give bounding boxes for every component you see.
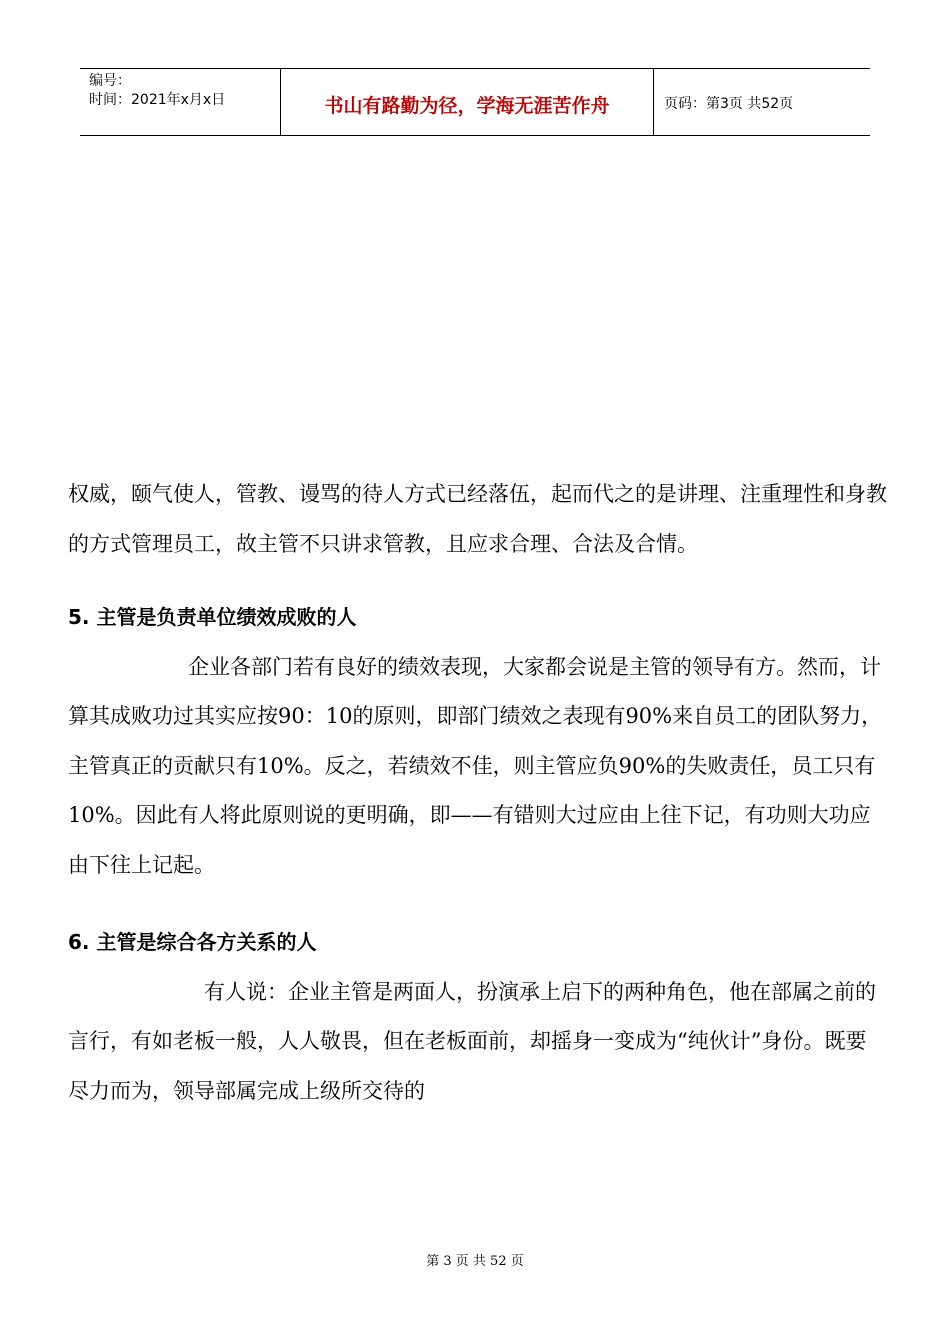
paragraph-intro: 权威，颐气使人，管教、谩骂的待人方式已经落伍，起而代之的是讲理、注重理性和身教的方式管理员工，故主管不只讲求管教，且应求合理、合法及合情。	[68, 482, 887, 556]
document-body	[68, 470, 893, 1116]
header-motto: 书山有路勤为径，学海无涯苦作舟	[281, 69, 654, 135]
paragraph-section-6: 有人说：企业主管是两面人，扮演承上启下的两种角色，他在部属之前的言行，有如老板一般，人人敬畏，但在老板面前，却摇身一变成为“纯伙计”身份。既要尽力而为，领导部属完成上级所交待的	[68, 979, 876, 1103]
section-heading-5: 5. 主管是负责单位绩效成败的人	[68, 605, 357, 629]
page-footer: 第 3 页 共 52 页	[426, 1254, 524, 1269]
header-meta	[80, 69, 281, 135]
document-number-label: 编号：	[89, 73, 131, 89]
page-header	[80, 68, 870, 136]
document-time-label: 时间：2021年x月x日	[89, 92, 226, 108]
paragraph-section-5: 企业各部门若有良好的绩效表现，大家都会说是主管的领导有方。然而，计算其成败功过其实应按90：10的原则，即部门绩效之表现有90%来自员工的团队努力，主管真正的贡献只有10%。反之，若绩效不佳，则主管应负90%的失败责任，员工只有10%。因此有人将此原则说的更明确，即——有错则大过应由上往下记，有功则大功应由下往上记起。	[68, 654, 883, 877]
header-page-info: 页码：第3页 共52页	[664, 96, 794, 112]
section-heading-6: 6. 主管是综合各方关系的人	[68, 930, 317, 954]
